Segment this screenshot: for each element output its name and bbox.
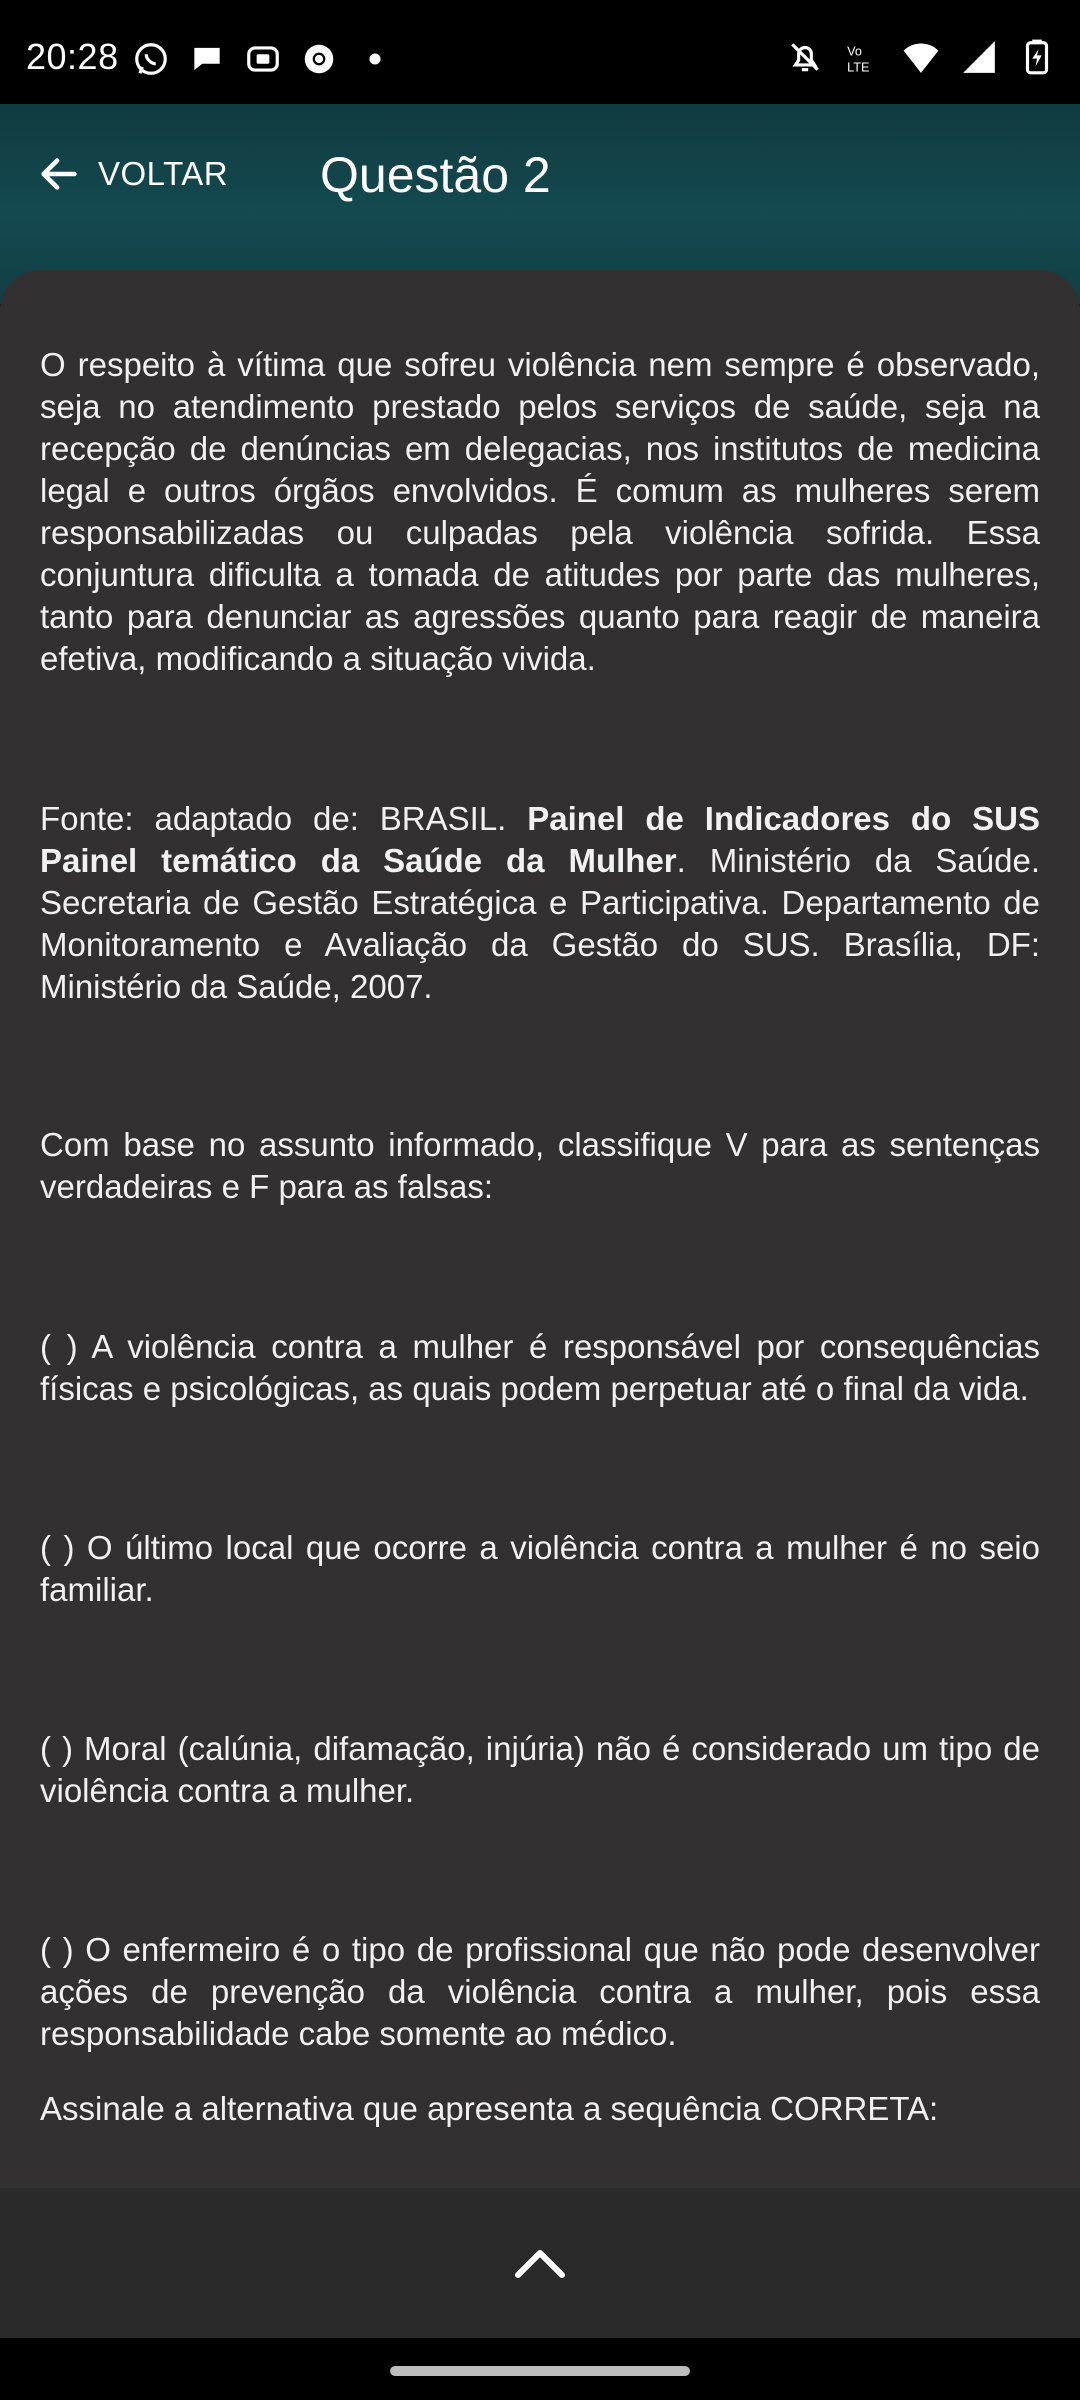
dot-icon [356,40,394,78]
svg-text:LTE: LTE [847,60,870,75]
navigation-bar [0,2338,1080,2400]
source-citation [40,798,1040,1008]
signal-icon [960,38,998,76]
page-title: Questão 2 [320,147,551,203]
bottom-bar [0,2188,1080,2338]
source-title: Painel de Indicadores do SUS Painel temático da Saúde da Mulher [40,800,1040,879]
chrome-icon [300,40,338,78]
back-label: VOLTAR [98,155,229,192]
source-prefix: Fonte: adaptado de: BRASIL. [40,800,528,837]
chevron-up-icon [512,2245,568,2281]
svg-text:Vo: Vo [847,44,862,59]
battery-icon [1018,38,1056,76]
volte-icon [844,38,882,76]
back-button[interactable] [36,144,228,204]
whatsapp-icon [132,40,170,78]
question-instruction: Com base no assunto informado, classifique V para as sentenças verdadeiras e F para as falsas: [40,1126,1040,1205]
statement-3: ( ) Moral (calúnia, difamação, injúria) não é considerado um tipo de violência contra a mulher. [40,1730,1040,1809]
source-suffix: . Ministério da Saúde. Secretaria de Gestão Estratégica e Participativa. Departamento de Monitoramento e Avaliação da Gestão do SUS. Brasília, DF: Ministério da Saúde, 2007. [40,842,1041,1005]
system-icons [786,38,1056,76]
home-indicator[interactable] [390,2366,690,2376]
question-content[interactable] [0,270,1080,2188]
status-time: 20:28 [26,36,119,77]
notification-icons [132,40,394,78]
arrow-left-icon [36,151,82,197]
answer-prompt: Assinale a alternativa que apresenta a sequência CORRETA: [40,2090,939,2127]
question-paragraph: O respeito à vítima que sofreu violência nem sempre é observado, seja no atendimento prestado pelos serviços de saúde, seja na recepção de denúncias em delegacias, nos institutos de medicina legal e outros órgãos envolvidos. É comum as mulheres serem responsabilizadas ou culpadas pela violência sofrida. Essa conjuntura dificulta a tomada de atitudes por parte das mulheres, tanto para denunciar as agressões quanto para reagir de maneira efetiva, modificando a situação vivida. [40,346,1040,677]
statement-4: ( ) O enfermeiro é o tipo de profissional que não pode desenvolver ações de prevenção da violência contra a mulher, pois essa responsabilidade cabe somente ao médico. [40,1931,1040,2052]
scroll-up-button[interactable] [505,2238,575,2288]
statement-1: ( ) A violência contra a mulher é responsável por consequências físicas e psicológicas, as quais podem perpetuar até o final da vida. [40,1328,1040,1407]
chat-icon [188,40,226,78]
statement-2: ( ) O último local que ocorre a violência contra a mulher é no seio familiar. [40,1529,1040,1608]
status-bar [0,0,1080,104]
bell-off-icon [786,38,824,76]
screen-record-icon [244,40,282,78]
wifi-icon [902,38,940,76]
